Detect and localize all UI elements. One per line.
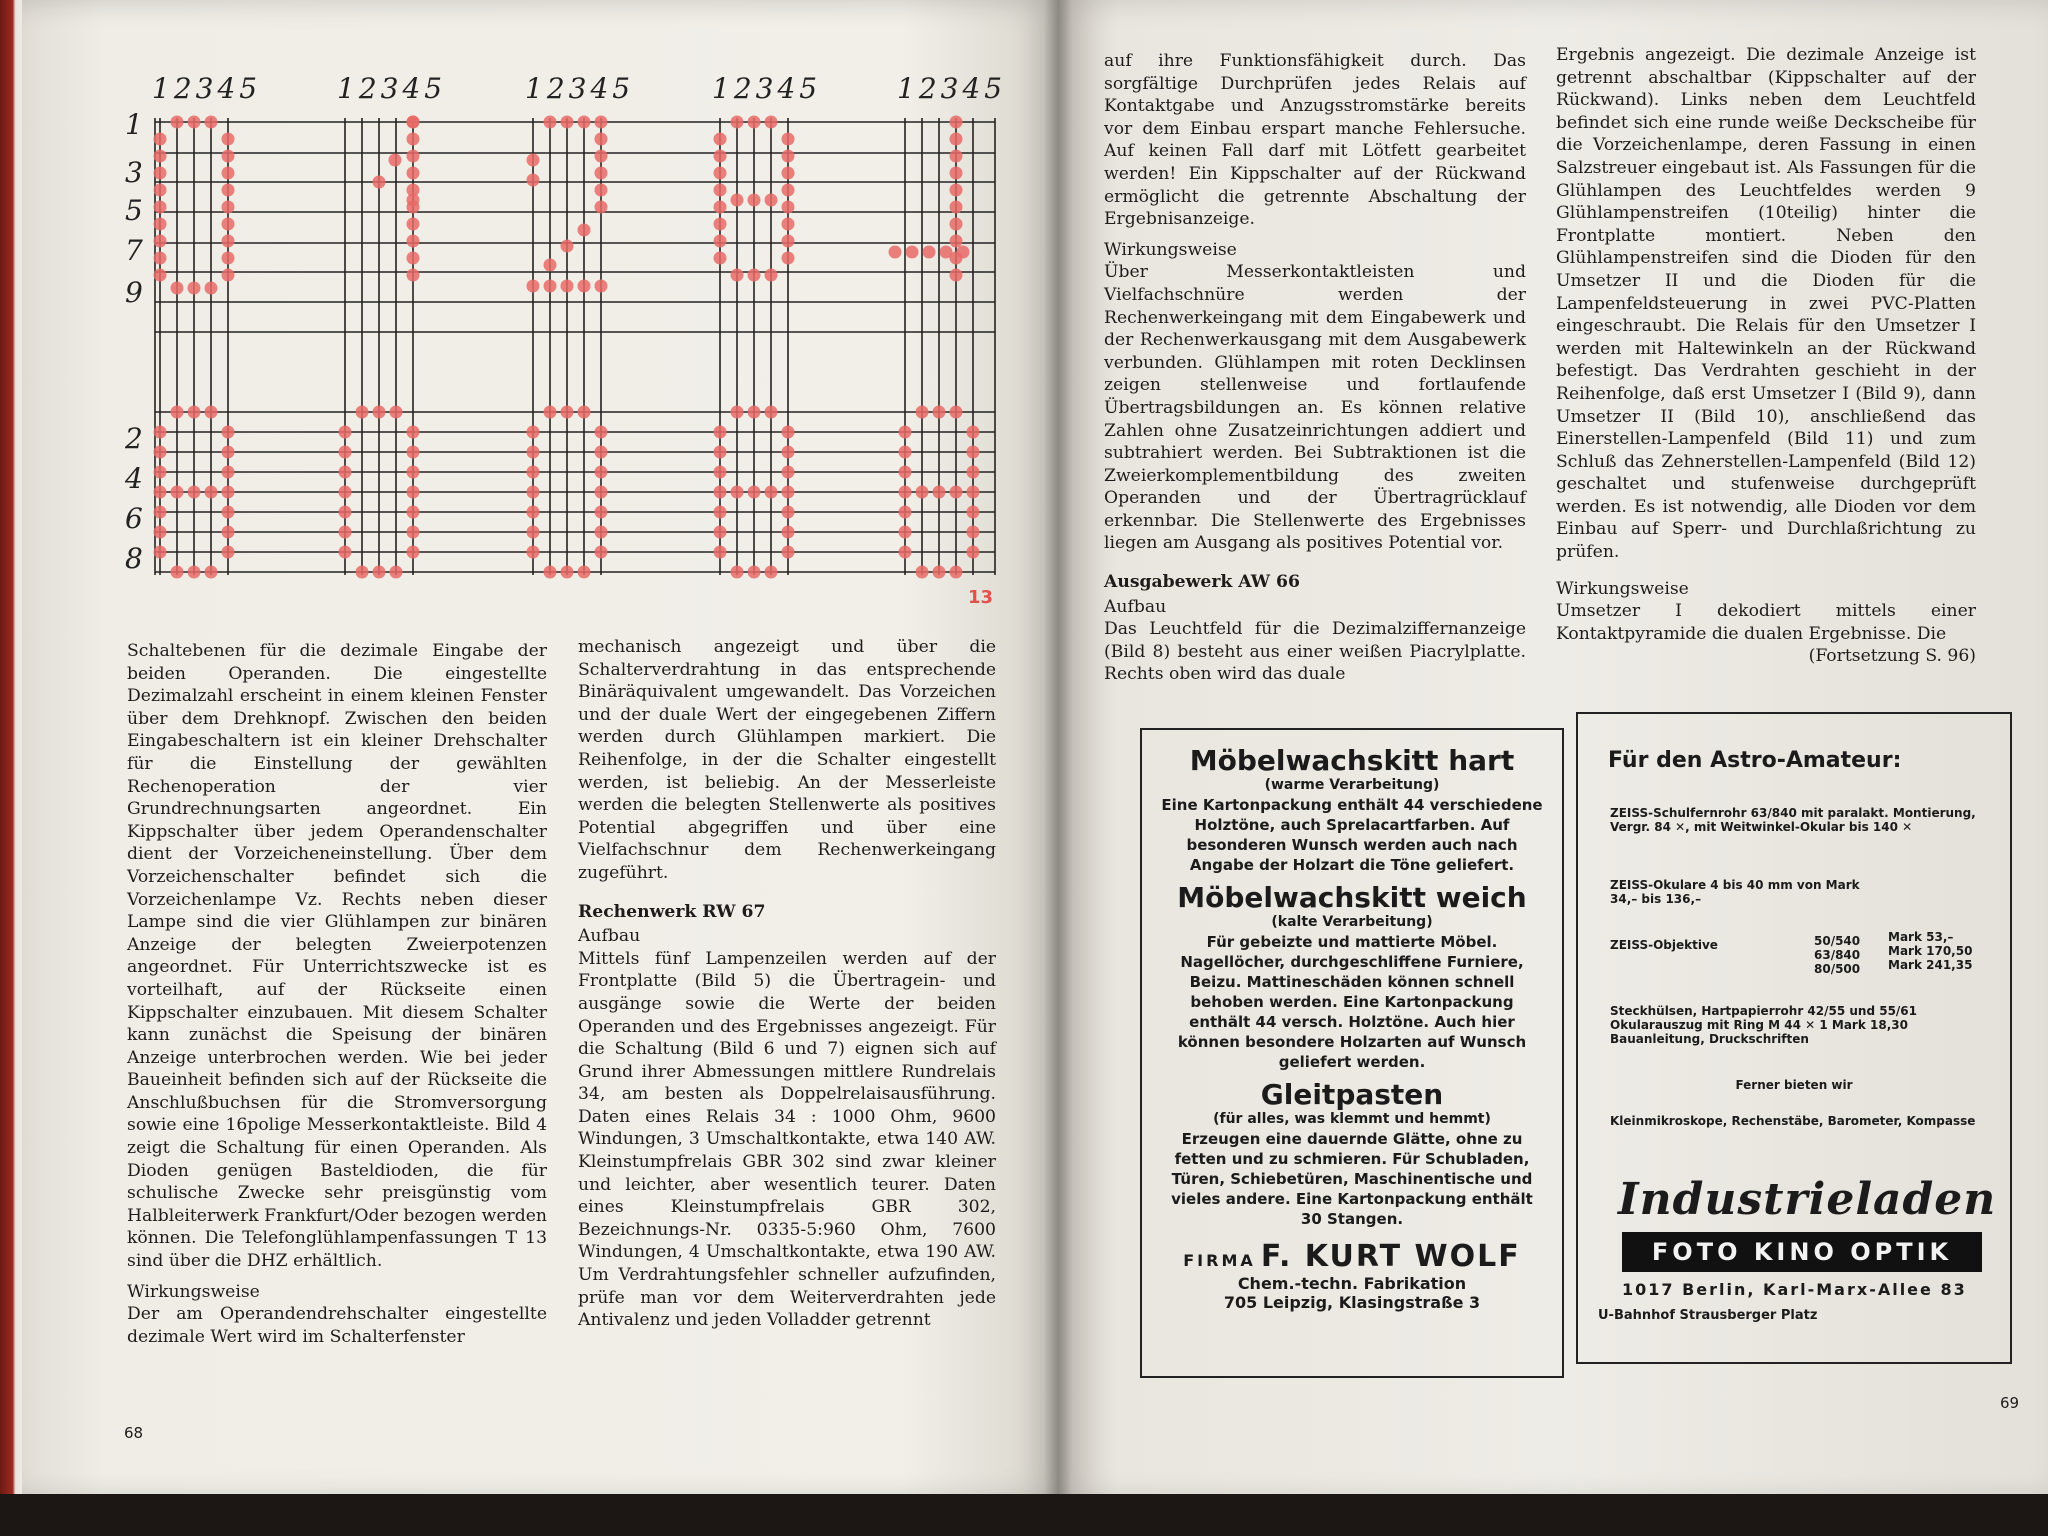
lamp-dot bbox=[222, 486, 235, 499]
ad-product-text: Eine Kartonpackung enthält 44 verschiedene Holztöne, auch Sprelacartfarben. Auf besonderen Wunsch werden auch nach Angabe der Holzart die Töne geliefert. bbox=[1161, 796, 1543, 874]
ad-address: 1017 Berlin, Karl-Marx-Allee 83 bbox=[1622, 1280, 1967, 1299]
lamp-dot bbox=[544, 566, 557, 579]
lamp-dot bbox=[933, 406, 946, 419]
lamp-dot bbox=[527, 154, 540, 167]
lamp-dot bbox=[154, 466, 167, 479]
lamp-dot bbox=[950, 184, 963, 197]
lamp-dot bbox=[527, 546, 540, 559]
page-number-left: 68 bbox=[124, 1424, 144, 1442]
subsection-heading: Aufbau bbox=[1104, 596, 1167, 617]
lamp-dot bbox=[205, 566, 218, 579]
lamp-dot bbox=[967, 486, 980, 499]
lamp-dot bbox=[205, 486, 218, 499]
ad-company-name: F. KURT WOLF bbox=[1260, 1239, 1521, 1274]
lamp-dot bbox=[906, 246, 919, 259]
lamp-dot bbox=[561, 240, 574, 253]
lamp-dot bbox=[407, 150, 420, 163]
lamp-dot bbox=[222, 526, 235, 539]
lamp-dot bbox=[339, 486, 352, 499]
lamp-dot bbox=[222, 269, 235, 282]
ad-company-desc: Chem.-techn. Fabrikation bbox=[1237, 1274, 1467, 1293]
row-label: 4 bbox=[125, 462, 143, 495]
lamp-dot bbox=[950, 269, 963, 282]
lamp-dot bbox=[782, 426, 795, 439]
lamp-dot bbox=[765, 406, 778, 419]
lamp-dot bbox=[373, 176, 386, 189]
lamp-dot bbox=[339, 426, 352, 439]
lamp-dot bbox=[899, 426, 912, 439]
lamp-dot bbox=[578, 116, 591, 129]
lamp-dot bbox=[222, 184, 235, 197]
paragraph: mechanisch angezeigt und über die Schalterverdrahtung in das entsprechende Binäräquivalent umgewandelt. Das Vorzeichen und der duale Wert der eingegebenen Ziffern werden durch Glühlampen markiert. Die Reihenfolge, in der die Schalter eingestellt werden, ist beliebig. An der Messerleiste werden die belegten Stellenwerte als positives Potential abgegriffen und über eine Vielfachschnur dem Rechenwerkeingang zugeführt. bbox=[578, 637, 996, 883]
section-heading: Ausgabewerk AW 66 bbox=[1104, 572, 1300, 593]
lamp-dot bbox=[714, 546, 727, 559]
lamp-dot bbox=[595, 116, 608, 129]
lamp-dot bbox=[933, 486, 946, 499]
lamp-dot bbox=[714, 133, 727, 146]
column-number-label: 12345 bbox=[152, 72, 262, 105]
paragraph: Ergebnis angezeigt. Die dezimale Anzeige ist getrennt abschaltbar (Kippschalter auf der Rückwand). Links neben dem Leuchtfeld befindet sich eine runde weiße Deckscheibe für die Vorzeichenlampe, deren Fassung in einen Salzstreuer eingebaut ist. Als Fassungen für die Glühlampen des Leuchtfeldes werden 9 Glühlampenstreifen (10teilig) hinter die Frontplatte montiert. Neben den Glühlampenstreifen sind die Dioden für den Umsetzer II und die Dioden für die Lampenfeldsteuerung in zwei PVC-Platten eingeschraubt. Die Relais für den Umsetzer I werden mit Haltewinkeln an der Rückwand befestigt. Das Verdrahten geschieht in der Reihenfolge, daß erst Umsetzer I (Bild 9), dann Umsetzer II (Bild 10), anschließend das Einerstellen-Lampenfeld (Bild 11) und zum Schluß das Zehnerstellen-Lampenfeld (Bild 12) geschaltet und stufenweise durchgeprüft werden. Es ist notwendig, alle Dioden vor dem Einbau auf Sperr- und Durchlaßrichtung zu prüfen. bbox=[1556, 45, 1976, 563]
lamp-dot bbox=[527, 426, 540, 439]
lamp-dot bbox=[899, 526, 912, 539]
lamp-dot bbox=[714, 252, 727, 265]
lamp-dot bbox=[407, 546, 420, 559]
lamp-dot bbox=[782, 201, 795, 214]
lamp-dot bbox=[748, 566, 761, 579]
lamp-dot bbox=[407, 466, 420, 479]
lamp-dot bbox=[748, 486, 761, 499]
book-gutter bbox=[1044, 0, 1072, 1500]
lamp-dot bbox=[595, 486, 608, 499]
lamp-dot bbox=[765, 486, 778, 499]
lamp-dot bbox=[373, 406, 386, 419]
lamp-dot bbox=[765, 566, 778, 579]
lamp-dot bbox=[595, 446, 608, 459]
lamp-dot bbox=[407, 526, 420, 539]
lamp-dot bbox=[527, 486, 540, 499]
lamp-dot bbox=[595, 506, 608, 519]
lamp-dot bbox=[782, 446, 795, 459]
row-label: 2 bbox=[125, 422, 143, 455]
lamp-dot bbox=[782, 506, 795, 519]
ad-banner: FOTO KINO OPTIK bbox=[1622, 1232, 1982, 1272]
lamp-dot bbox=[595, 133, 608, 146]
lamp-dot bbox=[171, 486, 184, 499]
ad-spec: 63/840 bbox=[1814, 948, 1861, 962]
lamp-dot bbox=[407, 167, 420, 180]
lamp-dot bbox=[782, 526, 795, 539]
lamp-dot bbox=[950, 201, 963, 214]
lamp-dot bbox=[595, 526, 608, 539]
lamp-dot bbox=[407, 116, 420, 129]
lamp-dot bbox=[923, 246, 936, 259]
ad-ferner: Ferner bieten wir bbox=[1735, 1078, 1853, 1092]
lamp-dot bbox=[407, 133, 420, 146]
ad-company-line bbox=[1142, 1239, 1562, 1274]
lamp-dot bbox=[154, 546, 167, 559]
ad-item: Steckhülsen, Hartpapierrohr 42/55 und 55/61 Okularauszug mit Ring M 44 ✕ 1 Mark 18,30 Bauanleitung, Druckschriften bbox=[1610, 1004, 1918, 1046]
lamp-dot bbox=[561, 280, 574, 293]
lamp-dot bbox=[154, 486, 167, 499]
lamp-dot bbox=[222, 466, 235, 479]
lamp-dot bbox=[339, 506, 352, 519]
lamp-dot bbox=[188, 282, 201, 295]
row-label: 3 bbox=[125, 156, 143, 189]
lamp-dot bbox=[731, 269, 744, 282]
lamp-dot bbox=[171, 406, 184, 419]
lamp-dot bbox=[714, 235, 727, 248]
lamp-dot bbox=[714, 167, 727, 180]
lamp-dot bbox=[748, 194, 761, 207]
ad-ubahn: U-Bahnhof Strausberger Platz bbox=[1598, 1308, 1818, 1323]
row-label: 8 bbox=[125, 542, 143, 575]
lamp-dot bbox=[222, 446, 235, 459]
lamp-dot bbox=[595, 426, 608, 439]
lamp-dot bbox=[782, 486, 795, 499]
lamp-dot bbox=[714, 526, 727, 539]
ad-product-title: Möbelwachskitt hart bbox=[1189, 744, 1515, 777]
lamp-dot bbox=[933, 566, 946, 579]
figure-number: 13 bbox=[968, 587, 994, 608]
section-heading: Rechenwerk RW 67 bbox=[578, 901, 766, 922]
lamp-dot bbox=[950, 150, 963, 163]
column-number-label: 12345 bbox=[897, 72, 1007, 105]
lamp-dot bbox=[782, 150, 795, 163]
lamp-dot bbox=[765, 269, 778, 282]
ad-price: Mark 241,35 bbox=[1888, 958, 1973, 972]
lamp-dot bbox=[407, 252, 420, 265]
lamp-dot bbox=[967, 526, 980, 539]
lamp-dot bbox=[967, 466, 980, 479]
lamp-dot bbox=[561, 566, 574, 579]
lamp-dot bbox=[407, 235, 420, 248]
lamp-dot bbox=[407, 184, 420, 197]
lamp-dot bbox=[356, 406, 369, 419]
lamp-dot bbox=[782, 218, 795, 231]
lamp-dot bbox=[731, 406, 744, 419]
row-label: 6 bbox=[125, 502, 143, 535]
left-column-1 bbox=[127, 640, 547, 1348]
lamp-dot bbox=[154, 269, 167, 282]
lamp-dot bbox=[222, 218, 235, 231]
lamp-dot bbox=[339, 526, 352, 539]
ad-spec-list bbox=[1814, 934, 1860, 976]
lamp-dot bbox=[595, 466, 608, 479]
lamp-dot bbox=[407, 201, 420, 214]
lamp-dot bbox=[222, 167, 235, 180]
lamp-dot bbox=[967, 546, 980, 559]
lamp-dot bbox=[714, 446, 727, 459]
lamp-dot bbox=[714, 506, 727, 519]
lamp-dot bbox=[578, 280, 591, 293]
ad-product-text: Erzeugen eine dauernde Glätte, ohne zu fetten und zu schmieren. Für Schubladen, Türen, Schiebetüren, Maschinentische und vieles andere. Eine Kartonpackung enthält 30 Stangen. bbox=[1171, 1130, 1533, 1228]
ad-product-text: Für gebeizte und mattierte Möbel. Nagellöcher, durchgeschliffene Furniere, Beizu. Mattineschäden können schnell behoben werden. Eine Kartonpackung enthält 44 versch. Holztöne. Auch hier können besondere Holzarten auf Wunsch geliefert werden. bbox=[1177, 933, 1527, 1071]
lamp-dot bbox=[188, 406, 201, 419]
lamp-dot bbox=[390, 406, 403, 419]
lamp-dot bbox=[748, 269, 761, 282]
lamp-dot bbox=[765, 116, 778, 129]
figure-13-diagram bbox=[115, 60, 1015, 620]
lamp-dot bbox=[714, 150, 727, 163]
ad-product-note: (für alles, was klemmt und hemmt) bbox=[1213, 1111, 1491, 1127]
lamp-dot bbox=[339, 546, 352, 559]
lamp-dot bbox=[544, 259, 557, 272]
column-number-label: 12345 bbox=[525, 72, 635, 105]
lamp-dot bbox=[222, 252, 235, 265]
lamp-dot bbox=[561, 406, 574, 419]
ad-product-note: (warme Verarbeitung) bbox=[1264, 777, 1440, 793]
lamp-dot bbox=[578, 566, 591, 579]
ad-company-address: 705 Leipzig, Klasingstraße 3 bbox=[1223, 1293, 1481, 1312]
lamp-dot bbox=[407, 426, 420, 439]
lamp-dot bbox=[527, 526, 540, 539]
lamp-dot bbox=[957, 246, 970, 259]
lamp-dot bbox=[940, 246, 953, 259]
lamp-dot bbox=[765, 194, 778, 207]
ad-product-title: Gleitpasten bbox=[1260, 1078, 1444, 1111]
lamp-dot bbox=[714, 218, 727, 231]
lamp-dot bbox=[950, 218, 963, 231]
lamp-dot bbox=[407, 486, 420, 499]
lamp-dot bbox=[731, 566, 744, 579]
lamp-dot bbox=[782, 252, 795, 265]
lamp-dot bbox=[154, 184, 167, 197]
ad-firma-label: FIRMA bbox=[1183, 1251, 1256, 1270]
ad-product-title: Möbelwachskitt weich bbox=[1177, 881, 1527, 914]
row-label: 5 bbox=[125, 194, 143, 227]
ad-kurt-wolf bbox=[1140, 728, 1564, 1378]
lamp-dot bbox=[527, 446, 540, 459]
paragraph: auf ihre Funktionsfähigkeit durch. Das sorgfältige Durchprüfen jedes Relais auf Kontaktgabe und Anzugsstromstärke bereits vor dem Einbau erspart manche Fehlersuche. Auf keinen Fall darf mit Lötfett gearbeitet werden! Ein Kippschalter auf der Rückwand ermöglicht die getrennte Abschaltung der Ergebnisanzeige. bbox=[1104, 51, 1526, 230]
ad-item: Kleinmikroskope, Rechenstäbe, Barometer, Kompasse bbox=[1610, 1114, 1976, 1128]
lamp-dot bbox=[714, 201, 727, 214]
lamp-dot bbox=[188, 486, 201, 499]
ad-astro-amateur bbox=[1576, 712, 2012, 1364]
paragraph: Mittels fünf Lampenzeilen werden auf der Frontplatte (Bild 5) die Übertragein- und ausgänge sowie die Werte der beiden Operanden und des Ergebnisses angezeigt. Für die Schaltung (Bild 6 und 7) eignen sich auf Grund ihrer Abmessungen mittlere Rundrelais 34, am besten als Doppelrelaisausführung. Daten eines Relais 34 : 1000 Ohm, 9600 Windungen, 3 Umschaltkontakte, etwa 140 AW. Kleinstumpfrelais GBR 302 sind zwar kleiner und leichter, aber wesentlich teurer. Daten eines Kleinstumpfrelais GBR 302, Bezeichnungs-Nr. 0335-5:960 Ohm, 7600 Windungen, 4 Umschaltkontakte, etwa 190 AW. Um Verdrahtungsfehler schneller aufzufinden, prüfe man vor dem Weiterverdrahten jede Antivalenz und jeden Volladder getrennt bbox=[578, 948, 996, 1331]
lamp-dot bbox=[748, 406, 761, 419]
lamp-dot bbox=[205, 406, 218, 419]
lamp-dot bbox=[154, 426, 167, 439]
digit-lamp-matrix bbox=[115, 60, 1015, 620]
section-heading: Wirkungsweise bbox=[127, 1281, 260, 1302]
ad-spec: 50/540 bbox=[1814, 934, 1861, 948]
lamp-dot bbox=[714, 184, 727, 197]
lamp-dot bbox=[154, 235, 167, 248]
lamp-dot bbox=[154, 526, 167, 539]
lamp-dot bbox=[595, 546, 608, 559]
lamp-dot bbox=[714, 486, 727, 499]
lamp-dot bbox=[154, 446, 167, 459]
right-column-1 bbox=[1104, 50, 1526, 686]
lamp-dot bbox=[222, 201, 235, 214]
lamp-dot bbox=[967, 506, 980, 519]
lamp-dot bbox=[950, 235, 963, 248]
lamp-dot bbox=[390, 566, 403, 579]
ad-item: ZEISS-Objektive bbox=[1610, 938, 1718, 952]
lamp-dot bbox=[407, 446, 420, 459]
row-label: 7 bbox=[125, 234, 143, 267]
lamp-dot bbox=[916, 406, 929, 419]
lamp-dot bbox=[899, 506, 912, 519]
ad-astro-title: Für den Astro-Amateur: bbox=[1608, 748, 1902, 773]
lamp-dot bbox=[544, 280, 557, 293]
lamp-dot bbox=[222, 150, 235, 163]
lamp-dot bbox=[222, 426, 235, 439]
paragraph: Das Leuchtfeld für die Dezimalziffernanzeige (Bild 8) besteht aus einer weißen Piacrylplatte. Rechts oben wird das duale bbox=[1104, 619, 1526, 685]
lamp-dot bbox=[916, 486, 929, 499]
lamp-dot bbox=[544, 116, 557, 129]
subsection-heading: Aufbau bbox=[578, 926, 641, 947]
lamp-dot bbox=[407, 269, 420, 282]
ad-shop-logo: Industrieladen bbox=[1618, 1174, 1997, 1225]
lamp-dot bbox=[205, 282, 218, 295]
ad-item: ZEISS-Schulfernrohr 63/840 mit paralakt. Montierung, Vergr. 84 ✕, mit Weitwinkel-Okular bis 140 ✕ bbox=[1610, 806, 1976, 834]
lamp-dot bbox=[950, 406, 963, 419]
row-label: 9 bbox=[125, 276, 143, 309]
lamp-dot bbox=[222, 235, 235, 248]
lamp-dot bbox=[188, 116, 201, 129]
ad-item: ZEISS-Okulare 4 bis 40 mm von Mark 34,– bis 136,– bbox=[1610, 878, 1860, 906]
ad-price: Mark 53,– bbox=[1888, 930, 1954, 944]
lamp-dot bbox=[407, 218, 420, 231]
lamp-dot bbox=[407, 506, 420, 519]
lamp-dot bbox=[544, 406, 557, 419]
lamp-dot bbox=[714, 466, 727, 479]
lamp-dot bbox=[731, 486, 744, 499]
lamp-dot bbox=[595, 184, 608, 197]
lamp-dot bbox=[154, 133, 167, 146]
lamp-dot bbox=[782, 235, 795, 248]
lamp-dot bbox=[950, 167, 963, 180]
section-heading: Wirkungsweise bbox=[1556, 578, 1689, 599]
lamp-dot bbox=[339, 466, 352, 479]
lamp-dot bbox=[154, 150, 167, 163]
lamp-dot bbox=[950, 133, 963, 146]
ad-price: Mark 170,50 bbox=[1888, 944, 1973, 958]
lamp-dot bbox=[595, 280, 608, 293]
lamp-dot bbox=[154, 252, 167, 265]
lamp-dot bbox=[595, 201, 608, 214]
lamp-dot bbox=[222, 546, 235, 559]
lamp-dot bbox=[527, 466, 540, 479]
table-surface bbox=[0, 1494, 2048, 1536]
lamp-dot bbox=[899, 466, 912, 479]
row-label: 1 bbox=[125, 108, 143, 141]
lamp-dot bbox=[967, 446, 980, 459]
right-column-2 bbox=[1556, 44, 1976, 668]
lamp-dot bbox=[950, 116, 963, 129]
lamp-dot bbox=[171, 282, 184, 295]
left-column-2 bbox=[578, 636, 996, 1332]
section-heading: Wirkungsweise bbox=[1104, 239, 1237, 260]
lamp-dot bbox=[782, 167, 795, 180]
column-number-label: 12345 bbox=[712, 72, 822, 105]
lamp-dot bbox=[782, 133, 795, 146]
lamp-dot bbox=[595, 167, 608, 180]
lamp-dot bbox=[527, 506, 540, 519]
ad-product-note: (kalte Verarbeitung) bbox=[1271, 914, 1433, 930]
lamp-dot bbox=[748, 116, 761, 129]
lamp-dot bbox=[782, 184, 795, 197]
lamp-dot bbox=[222, 133, 235, 146]
lamp-dot bbox=[154, 506, 167, 519]
lamp-dot bbox=[782, 466, 795, 479]
lamp-dot bbox=[899, 446, 912, 459]
page-number-right: 69 bbox=[2000, 1394, 2020, 1412]
paragraph: Schaltebenen für die dezimale Eingabe der beiden Operanden. Die eingestellte Dezimalzahl erscheint in einem kleinen Fenster über dem Drehknopf. Zwischen den beiden Eingabeschaltern ist ein kleiner Drehschalter für die Einstellung der gewählten Rechenoperation der vier Grundrechnungsarten angeordnet. Ein Kippschalter über jedem Operandenschalter dient der Vorzeicheneinstellung. Über dem Vorzeichenschalter befindet sich die Vorzeichenlampe Vz. Rechts neben dieser Lampe sind die vier Glühlampen zur binären Anzeige der belegten Zweierpotenzen angeordnet. Für Unterrichtszwecke ist es vorteilhaft, auf der Rückseite einen Kippschalter einzubauen. Mit diesem Schalter kann zunächst die Speisung der binären Anzeige unterbrochen werden. Wie bei jeder Baueinheit befinden sich auf der Rückseite die Anschlußbuchsen für die Stromversorgung sowie eine 16polige Messerkontaktleiste. Bild 4 zeigt die Schaltung für einen Operanden. Als Dioden genügen Basteldioden, die für schulische Zwecke sehr preisgünstig vom Halbleiterwerk Frankfurt/Oder bezogen werden können. Die Telefonglühlampenfassungen T 13 sind über die DHZ erhältlich. bbox=[127, 641, 547, 1272]
lamp-dot bbox=[950, 486, 963, 499]
lamp-dot bbox=[154, 167, 167, 180]
lamp-dot bbox=[731, 194, 744, 207]
column-number-label: 12345 bbox=[337, 72, 447, 105]
lamp-dot bbox=[527, 174, 540, 187]
lamp-dot bbox=[899, 486, 912, 499]
lamp-dot bbox=[356, 566, 369, 579]
ad-spec: 80/500 bbox=[1814, 962, 1861, 976]
continued-note: (Fortsetzung S. 96) bbox=[1808, 646, 1976, 667]
lamp-dot bbox=[578, 406, 591, 419]
lamp-dot bbox=[782, 546, 795, 559]
lamp-dot bbox=[595, 150, 608, 163]
lamp-dot bbox=[578, 224, 591, 237]
paragraph: Der am Operandendrehschalter eingestellte dezimale Wert wird im Schalterfenster bbox=[127, 1304, 547, 1347]
ad-price-list bbox=[1888, 930, 1972, 972]
paragraph: Umsetzer I dekodiert mittels einer Kontaktpyramide die dualen Ergebnisse. Die bbox=[1556, 601, 1976, 644]
lamp-dot bbox=[731, 116, 744, 129]
lamp-dot bbox=[188, 566, 201, 579]
lamp-dot bbox=[373, 566, 386, 579]
lamp-dot bbox=[171, 116, 184, 129]
paragraph: Über Messerkontaktleisten und Vielfachschnüre werden der Rechenwerkeingang mit dem Eingabewerk und der Rechenwerkausgang mit dem Ausgabewerk verbunden. Glühlampen mit roten Decklinsen zeigen stellenweise und fortlaufende Übertragsbildungen an. Es können relative Zahlen ohne Zusatzeinrichtungen addiert und subtrahiert werden. Bei Subtraktionen ist die Zweierkomplementbildung des zweiten Operanden und der Übertragrücklauf erkennbar. Die Stellenwerte des Ergebnisses liegen am Ausgang als positives Potential vor. bbox=[1104, 262, 1526, 554]
lamp-dot bbox=[205, 116, 218, 129]
lamp-dot bbox=[561, 116, 574, 129]
lamp-dot bbox=[389, 154, 402, 167]
lamp-dot bbox=[967, 426, 980, 439]
lamp-dot bbox=[527, 280, 540, 293]
lamp-dot bbox=[950, 566, 963, 579]
lamp-dot bbox=[889, 246, 902, 259]
lamp-dot bbox=[171, 566, 184, 579]
lamp-dot bbox=[714, 426, 727, 439]
lamp-dot bbox=[916, 566, 929, 579]
lamp-dot bbox=[339, 446, 352, 459]
lamp-dot bbox=[222, 506, 235, 519]
lamp-dot bbox=[154, 218, 167, 231]
lamp-dot bbox=[899, 546, 912, 559]
lamp-dot bbox=[154, 201, 167, 214]
